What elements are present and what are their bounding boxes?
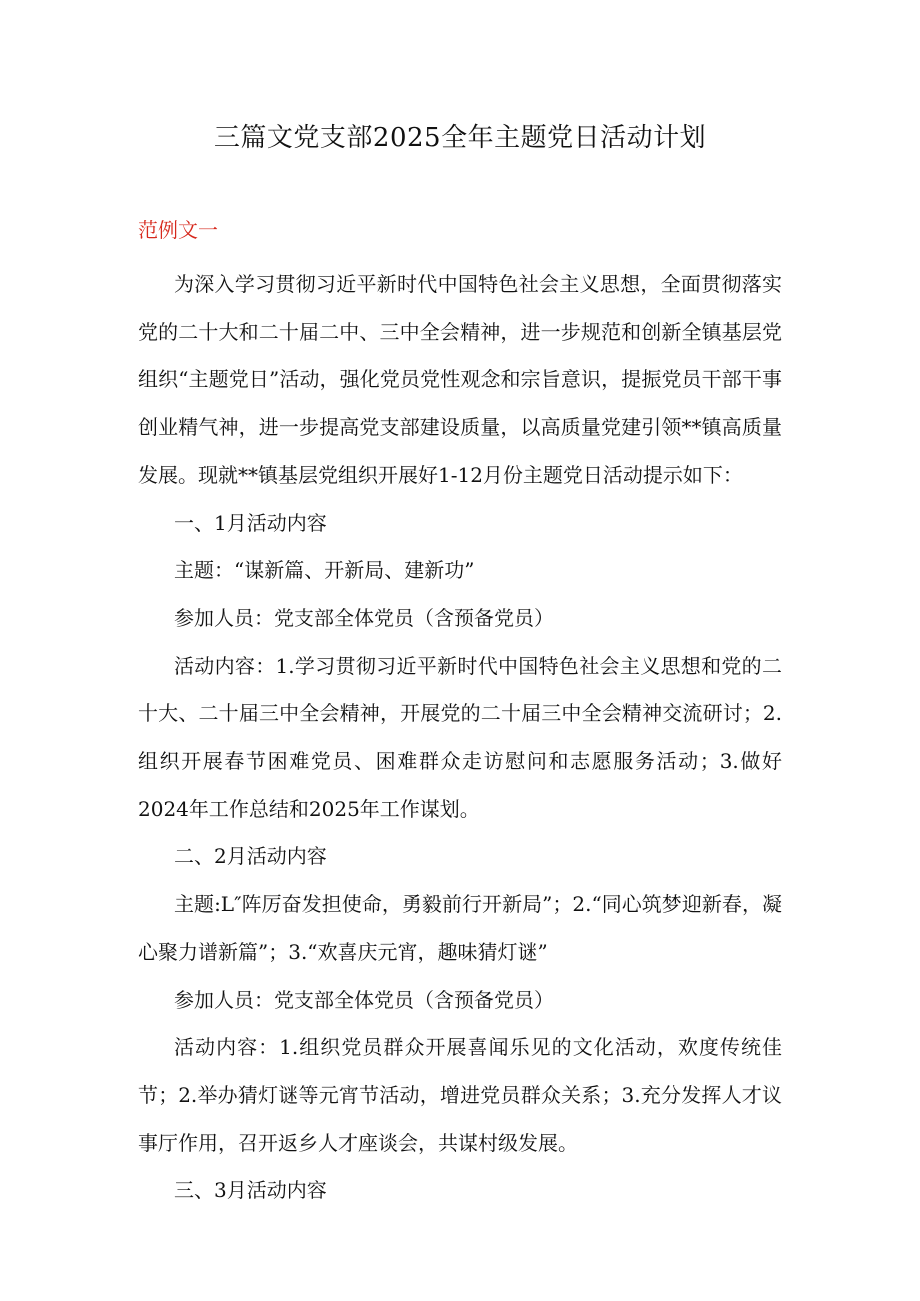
february-activities: 活动内容：1.组织党员群众开展喜闻乐见的文化活动，欢度传统佳节；2.举办猜灯谜等元宵节活动，增进党员群众关系；3.充分发挥人才议事厅作用，召开返乡人才座谈会，共谋村级发展。 — [138, 1035, 782, 1155]
section-heading-february: 二、2月活动内容 — [174, 844, 327, 869]
january-participants: 参加人员：党支部全体党员（含预备党员） — [174, 605, 554, 630]
january-theme: 主题：“谋新篇、开新局、建新功” — [174, 558, 475, 583]
intro-paragraph: 为深入学习贯彻习近平新时代中国特色社会主义思想，全面贯彻落实党的二十大和二十届二中、三中全会精神，进一步规范和创新全镇基层党组织“主题党日”活动，强化党员党性观念和宗旨意识，提振党员干部干事创业精气神，进一步提高党支部建设质量，以高质量党建引领**镇高质量发展。现就**镇基层党组织开展好1-12月份主题党日活动提示如下： — [138, 272, 782, 487]
section-heading-march: 三、3月活动内容 — [174, 1178, 327, 1203]
february-theme: 主题:L″阵厉奋发担使命，勇毅前行开新局”；2.“同心筑梦迎新春，凝心聚力谱新篇”；3.“欢喜庆元宵，趣味猜灯谜” — [138, 892, 782, 964]
document-title: 三篇文党支部2025全年主题党日活动计划 — [213, 123, 707, 153]
document-body — [138, 213, 782, 1215]
example-label: 范例文一 — [138, 218, 218, 242]
january-activities: 活动内容：1.学习贯彻习近平新时代中国特色社会主义思想和党的二十大、二十届三中全会精神，开展党的二十届三中全会精神交流研讨；2.组织开展春节困难党员、困难群众走访慰问和志愿服务活动；3.做好2024年工作总结和2025年工作谋划。 — [138, 653, 782, 821]
february-participants: 参加人员：党支部全体党员（含预备党员） — [174, 987, 554, 1012]
section-heading-january: 一、1月活动内容 — [174, 510, 327, 535]
